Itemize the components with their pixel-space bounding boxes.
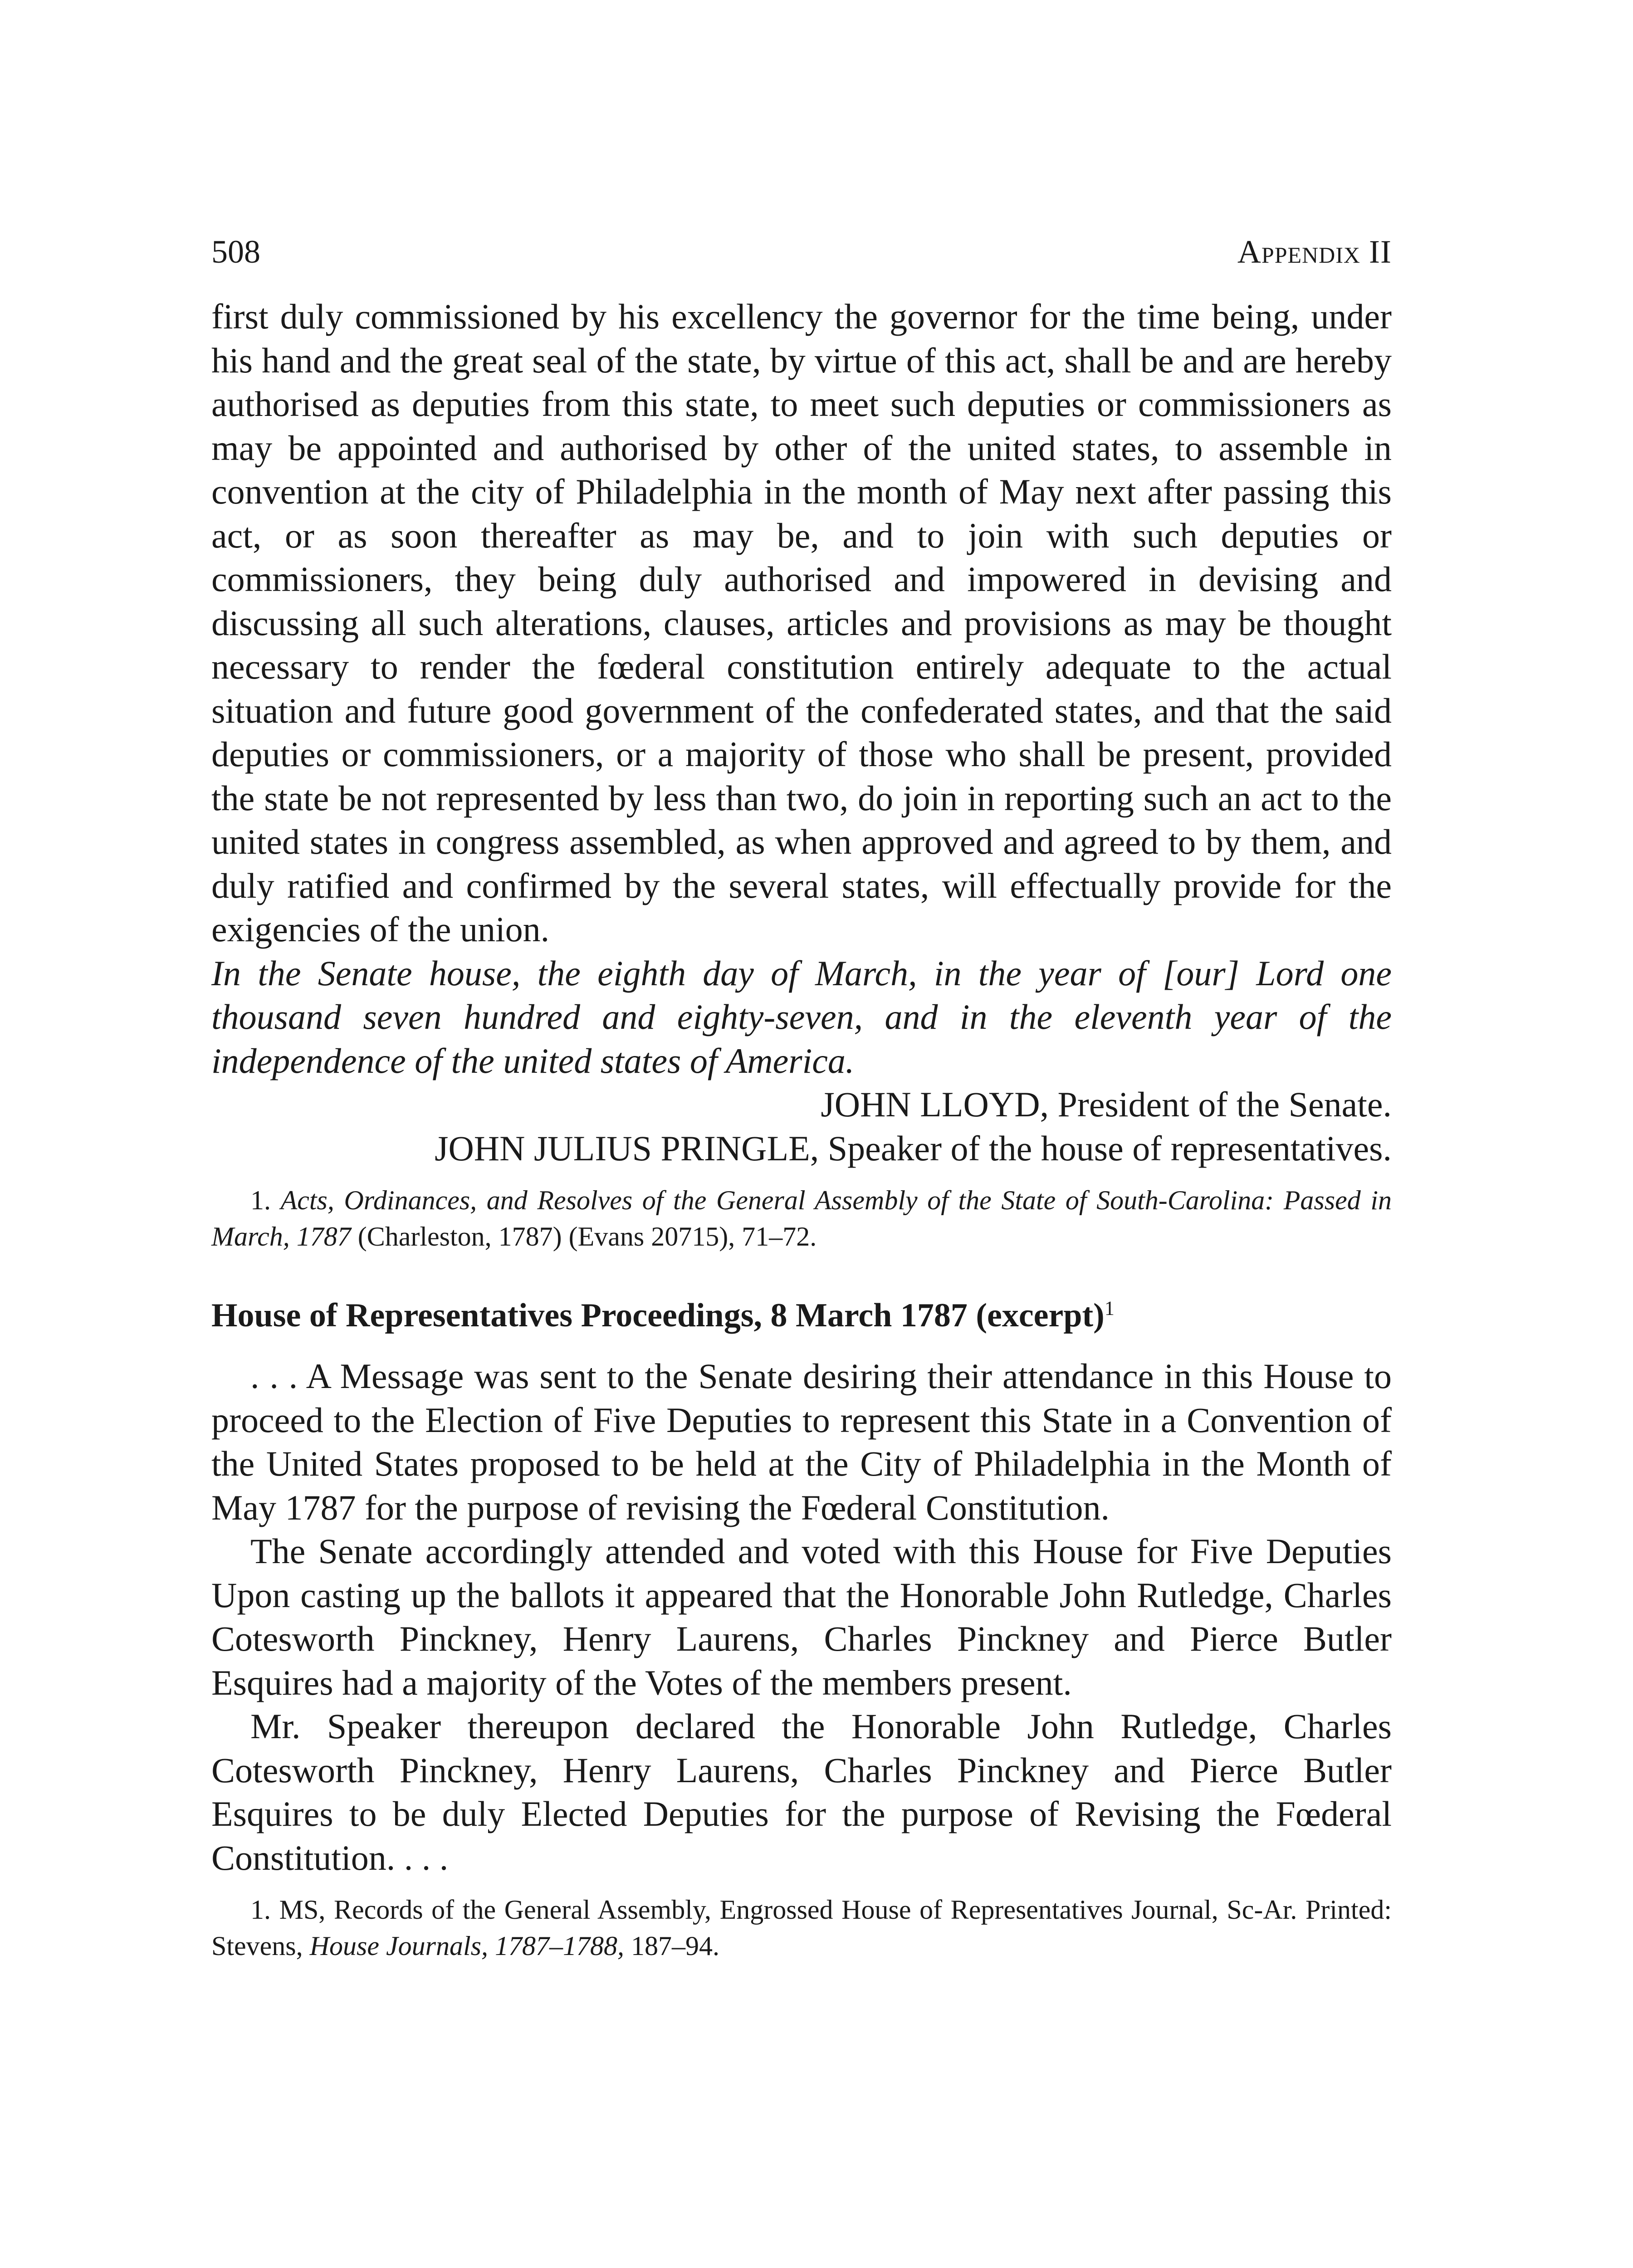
signature-speaker-house: JOHN JULIUS PRINGLE, Speaker of the house of representatives. [435,1128,1392,1168]
running-head [211,227,1392,277]
document-page [211,227,1392,1964]
proceedings-paragraph-2: The Senate accordingly attended and voted with this House for Five Deputies Upon casting up the ballots it appeared that the Honorable John Rutledge, Charles Cotesworth Pinckney, Henry Laurens, Charles Pinckney and Pierce Butler Esquires had a majority of the Votes of the members present. [211,1531,1392,1702]
section-heading-note-marker: 1 [1104,1297,1115,1320]
footnote-text-after: 187–94. [624,1931,719,1961]
act-dateline: In the Senate house, the eighth day of March, in the year of [our] Lord one thousand seven hundred and eighty-seven, and in the eleventh year of the independence of the united states of America. [211,953,1392,1080]
footnote-number: 1. [250,1185,271,1215]
footnote-source-title: House Journals, 1787–1788, [309,1931,624,1961]
section-heading-text: House of Representatives Proceedings, 8 March 1787 (excerpt) [211,1297,1105,1334]
running-head-section: Appendix II [1237,234,1392,270]
footnote-number: 1. [250,1895,271,1925]
section-heading [211,1294,1392,1337]
page-number: 508 [211,234,260,270]
proceedings-footnote [211,1892,1392,1964]
proceedings-paragraph-3: Mr. Speaker thereupon declared the Honorable John Rutledge, Charles Cotesworth Pinckney, Henry Laurens, Charles Pinckney and Pierce Butler Esquires to be duly Elected Deputies for the purpose of Revising the Fœderal Constitution. . . . [211,1706,1392,1877]
footnote-source-details: (Charleston, 1787) (Evans 20715), 71–72. [351,1222,817,1251]
act-body-text: first duly commissioned by his excellency the governor for the time being, under his hand and the great seal of the state, by virtue of this act, shall be and are hereby authorised as deputies from this state, to meet such deputies or commissioners as may be appointed and authorised by other of the united states, to assemble in convention at the city of Philadelphia in the month of May next after passing this act, or as soon thereafter as may be, and to join with such deputies or commissioners, they being duly authorised and impowered in devising and discussing all such alterations, clauses, articles and provisions as may be thought necessary to render the fœderal constitution entirely adequate to the actual situation and future good government of the confederated states, and that the said deputies or commissioners, or a majority of those who shall be present, provided the state be not represented by less than two, do join in reporting such an act to the united states in congress assembled, as when approved and agreed to by them, and duly ratified and confirmed by the several states, will effectually provide for the exigencies of the union. [211,297,1392,949]
proceedings-paragraph-1: . . . A Message was sent to the Senate desiring their attendance in this House to proceed to the Election of Five Deputies to represent this State in a Convention of the United States proposed to be held at the City of Philadelphia in the Month of May 1787 for the purpose of revising the Fœderal Constitution. [211,1356,1392,1527]
footnote-source-title: Acts, Ordinances, and Resolves of the General Assembly of the State of South-Carolina: Passed in March, 1787 [211,1185,1392,1251]
signature-president-senate: JOHN LLOYD, President of the Senate. [821,1085,1392,1124]
act-footnote [211,1182,1392,1255]
footnote-text-before: MS, Records of the General Assembly, Engrossed House of Representatives Journal, Sc-Ar. Printed: Stevens, [211,1895,1392,1961]
